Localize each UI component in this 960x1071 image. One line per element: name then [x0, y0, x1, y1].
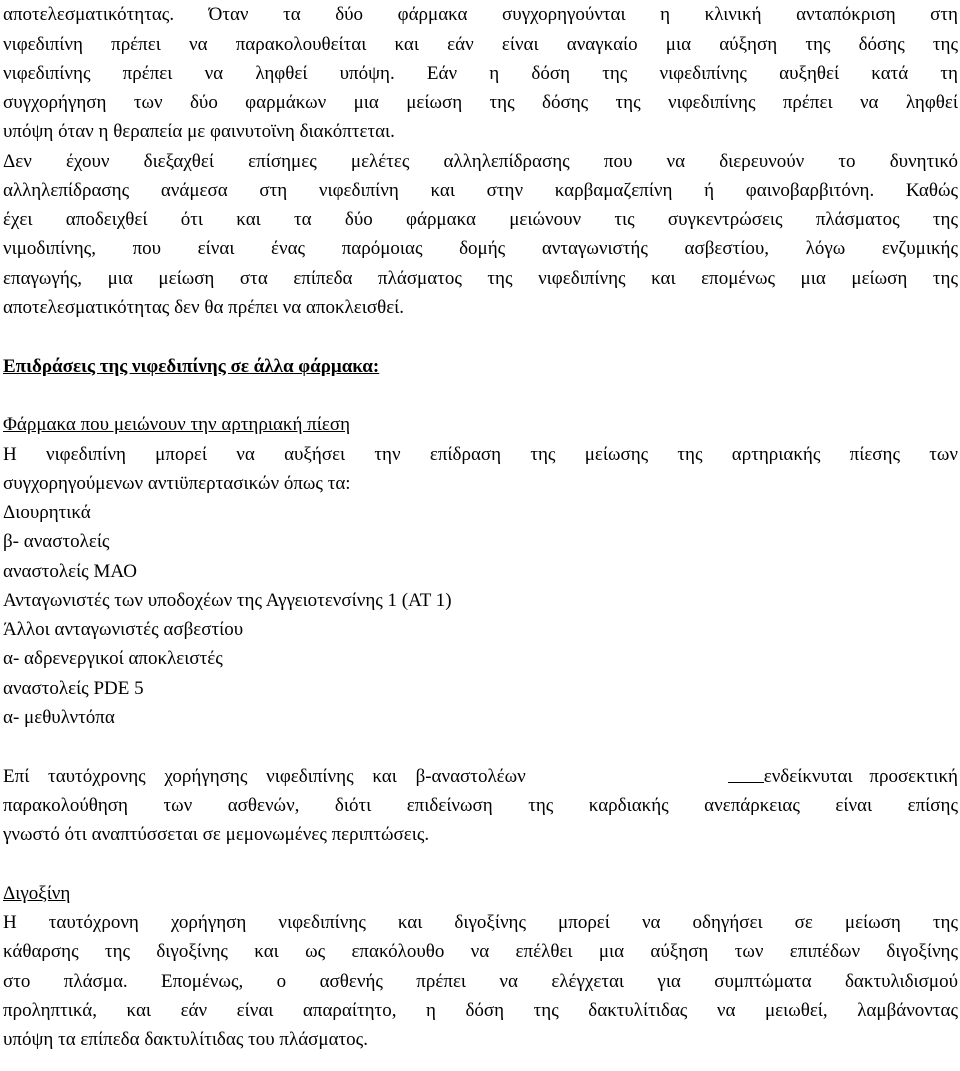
paragraph-line: νιφεδιπίνης πρέπει να ληφθεί υπόψη. Εάν η δόση της νιφεδιπίνης αυξηθεί κατά τη: [3, 63, 958, 84]
paragraph-line: στο πλάσμα. Επομένως, ο ασθενής πρέπει να ελέγχεται για συμπτώματα δακτυλιδισμού: [3, 971, 958, 992]
paragraph-line: γνωστό ότι αναπτύσσεται σε μεμονωμένες περιπτώσεις.: [3, 824, 430, 845]
list-item: Διουρητικά: [3, 502, 91, 523]
paragraph-line: Η νιφεδιπίνη μπορεί να αυξήσει την επίδραση της μείωσης της αρτηριακής πίεσης των: [3, 444, 958, 465]
paragraph-line: παρακολούθηση των ασθενών, διότι επιδείνωση της καρδιακής ανεπάρκειας είναι επίσης: [3, 795, 958, 816]
paragraph-line: Η ταυτόχρονη χορήγηση νιφεδιπίνης και διγοξίνης μπορεί να οδηγήσει σε μείωση της: [3, 912, 958, 933]
list-item: α- μεθυλντόπα: [3, 707, 115, 728]
paragraph-line: έχει αποδειχθεί ότι και τα δύο φάρμακα μειώνουν τις συγκεντρώσεις πλάσματος της: [3, 209, 958, 230]
paragraph-line: αλληλεπίδρασης ανάμεσα στη νιφεδιπίνη και στην καρβαμαζεπίνη ή φαινοβαρβιτόνη. Καθώς: [3, 180, 958, 201]
paragraph-segment: ενδείκνυται προσεκτική: [763, 766, 958, 787]
paragraph-segment: Επί ταυτόχρονης χορήγησης νιφεδιπίνης και β-αναστολέων: [3, 766, 526, 787]
underline-gap: [728, 766, 764, 783]
paragraph-line: νιμοδιπίνης, που είναι ένας παρόμοιας δομής ανταγωνιστής ασβεστίου, λόγω ενζυμικής: [3, 238, 958, 259]
paragraph-line: επαγωγής, μια μείωση στα επίπεδα πλάσματος της νιφεδιπίνης και επομένως μια μείωση της: [3, 268, 958, 289]
paragraph-line: υπόψη όταν η θεραπεία με φαινυτοϊνη διακόπτεται.: [3, 121, 395, 142]
list-item: Άλλοι ανταγωνιστές ασβεστίου: [3, 619, 244, 640]
section-heading: Επιδράσεις της νιφεδιπίνης σε άλλα φάρμακα:: [3, 356, 380, 377]
list-item: β- αναστολείς: [3, 531, 110, 552]
subsection-heading: Φάρμακα που μειώνουν την αρτηριακή πίεση: [3, 414, 351, 435]
paragraph-line: νιφεδιπίνη πρέπει να παρακολουθείται και εάν είναι αναγκαίο μια αύξηση της δόσης της: [3, 34, 958, 55]
paragraph-line: [3, 766, 958, 790]
paragraph-line: συγχορήγηση των δύο φαρμάκων μια μείωση της δόσης της νιφεδιπίνης πρέπει να ληφθεί: [3, 92, 958, 113]
paragraph-line: προληπτικά, και εάν είναι απαραίτητο, η δόση της δακτυλίτιδας να μειωθεί, λαμβάνοντας: [3, 1000, 958, 1021]
paragraph-line: συγχορηγούμενων αντιϋπερτασικών όπως τα:: [3, 473, 351, 494]
list-item: αναστολείς PDE 5: [3, 678, 144, 699]
paragraph-line: αποτελεσματικότητας δεν θα πρέπει να αποκλεισθεί.: [3, 297, 405, 318]
list-item: αναστολείς ΜΑΟ: [3, 561, 138, 582]
paragraph-line: κάθαρσης της διγοξίνης και ως επακόλουθο να επέλθει μια αύξηση των επιπέδων διγοξίνης: [3, 941, 958, 962]
paragraph-line: αποτελεσματικότητας. Όταν τα δύο φάρμακα συγχορηγούνται η κλινική ανταπόκριση στη: [3, 4, 958, 25]
list-item: α- αδρενεργικοί αποκλειστές: [3, 648, 223, 669]
paragraph-line: Δεν έχουν διεξαχθεί επίσημες μελέτες αλληλεπίδρασης που να διερευνούν το δυνητικό: [3, 151, 958, 172]
subsection-heading: Διγοξίνη: [3, 883, 71, 904]
list-item: Ανταγωνιστές των υποδοχέων της Αγγειοτενσίνης 1 (ΑΤ 1): [3, 590, 452, 611]
paragraph-line: υπόψη τα επίπεδα δακτυλίτιδας του πλάσματος.: [3, 1029, 368, 1050]
